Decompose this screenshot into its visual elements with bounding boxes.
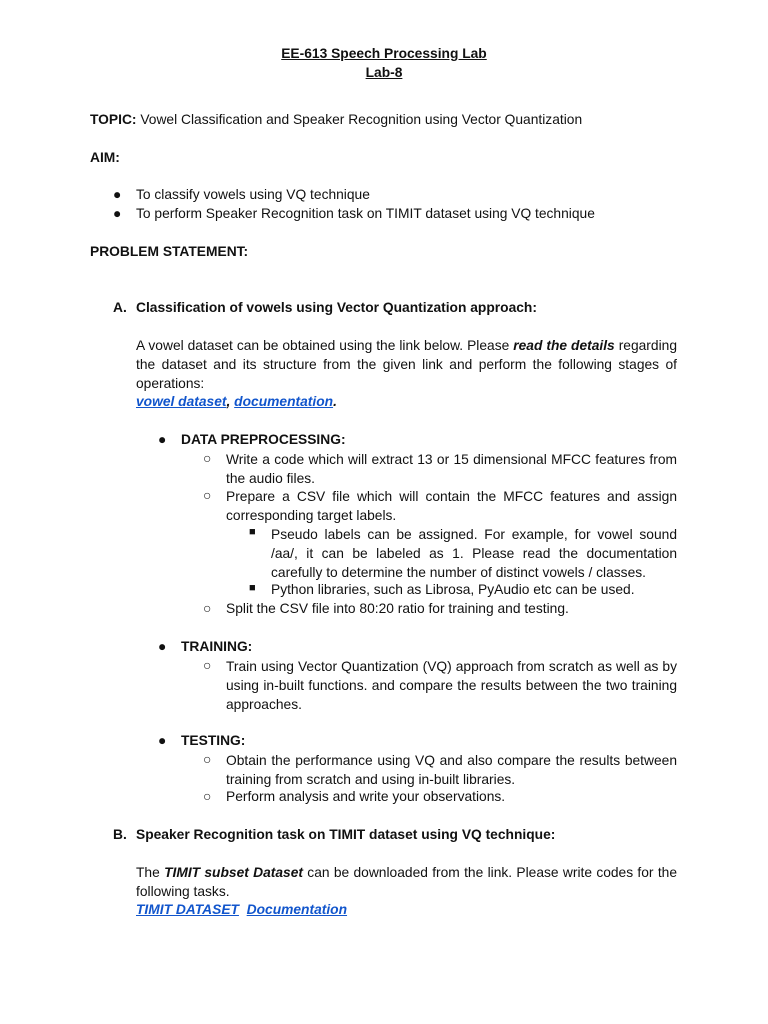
testing-item: Obtain the performance using VQ and also compare the results between training from scratch and using in-built libraries. (226, 753, 677, 787)
documentation-link[interactable]: documentation (234, 394, 334, 409)
bullet-circle-icon: ○ (203, 658, 212, 673)
section-a-letter: A. (113, 300, 127, 315)
topic-text: Vowel Classification and Speaker Recognition using Vector Quantization (140, 112, 583, 127)
intro-emphasis: TIMIT subset Dataset (164, 865, 304, 880)
preprocessing-subitem: Pseudo labels can be assigned. For example, for vowel sound /aa/, it can be labeled as 1. Please read the documentation carefully to determine the number of distinct vowels / classes. (271, 527, 677, 580)
bullet-circle-icon: ○ (203, 488, 212, 503)
bullet-dot-icon: ● (158, 733, 167, 748)
bullet-dot-icon: ● (158, 639, 167, 654)
bullet-circle-icon: ○ (203, 601, 212, 616)
aim-item: To perform Speaker Recognition task on TIMIT dataset using VQ technique (136, 206, 595, 221)
problem-statement-label: PROBLEM STATEMENT: (90, 244, 249, 259)
course-title: EE-613 Speech Processing Lab (281, 46, 487, 61)
preprocessing-subitem: Python libraries, such as Librosa, PyAudio etc can be used. (271, 582, 635, 597)
bullet-square-icon: ■ (249, 582, 256, 594)
testing-item: Perform analysis and write your observations. (226, 789, 506, 804)
training-item: Train using Vector Quantization (VQ) approach from scratch as well as by using in-built functions. and compare the results between the two training approaches. (226, 659, 677, 712)
timit-dataset-link[interactable]: TIMIT DATASET (136, 902, 239, 917)
bullet-dot-icon: ● (158, 432, 167, 447)
topic-label: TOPIC: (90, 112, 137, 127)
preprocessing-label: DATA PREPROCESSING: (181, 432, 346, 447)
section-b-letter: B. (113, 827, 127, 842)
section-a-title: Classification of vowels using Vector Quantization approach: (136, 300, 537, 315)
bullet-dot-icon: ● (113, 206, 122, 221)
aim-item: To classify vowels using VQ technique (136, 187, 370, 202)
bullet-circle-icon: ○ (203, 789, 212, 804)
topic-line (90, 112, 582, 127)
vowel-dataset-link[interactable]: vowel dataset (136, 394, 227, 409)
preprocessing-item: Write a code which will extract 13 or 15 dimensional MFCC features from the audio files. (226, 452, 677, 486)
lab-number: Lab-8 (365, 65, 403, 80)
timit-documentation-link[interactable]: Documentation (246, 902, 348, 917)
bullet-circle-icon: ○ (203, 451, 212, 466)
bullet-circle-icon: ○ (203, 752, 212, 767)
aim-label: AIM: (90, 150, 120, 165)
section-b-intro: The TIMIT subset Dataset can be downloaded from the link. Please write codes for the following tasks. (136, 865, 678, 899)
training-label: TRAINING: (181, 639, 253, 654)
section-a-links: vowel dataset, documentation. (136, 394, 337, 409)
testing-label: TESTING: (181, 733, 246, 748)
preprocessing-item: Split the CSV file into 80:20 ratio for training and testing. (226, 601, 569, 616)
preprocessing-item: Prepare a CSV file which will contain the MFCC features and assign corresponding target labels. (226, 489, 677, 523)
section-b-title: Speaker Recognition task on TIMIT dataset using VQ technique: (136, 827, 556, 842)
section-a-intro: A vowel dataset can be obtained using the link below. Please read the details regarding the dataset and its structure from the given link and perform the following stages of operations: (136, 338, 677, 391)
bullet-dot-icon: ● (113, 187, 122, 202)
section-b-links (136, 902, 347, 917)
bullet-square-icon: ■ (249, 526, 256, 538)
intro-emphasis: read the details (513, 338, 615, 353)
